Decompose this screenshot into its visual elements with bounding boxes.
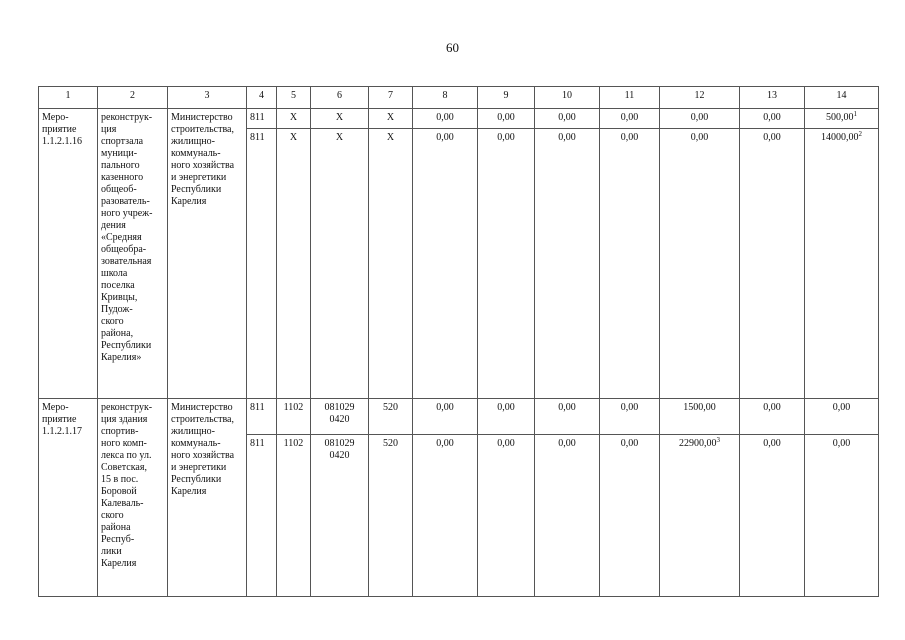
executor-cell: Министерство строительства, жилищно- коммуналь- ного хозяйства и энергетики Республики Карелия: [168, 109, 247, 399]
header-cell: 4: [247, 87, 277, 109]
value-cell: 0,00: [413, 399, 478, 435]
footnote-mark: 2: [858, 130, 862, 138]
value-cell: 0,00: [535, 109, 600, 129]
value-cell: 0,00: [740, 435, 805, 597]
value-cell: 0,00: [600, 129, 660, 399]
value-cell: 0,00: [740, 399, 805, 435]
type-cell: 520: [369, 435, 413, 597]
section-cell: Х: [277, 109, 311, 129]
header-cell: 13: [740, 87, 805, 109]
value-cell: 0,00: [478, 399, 535, 435]
section-cell: Х: [277, 129, 311, 399]
target-cell: 081029 0420: [311, 435, 369, 597]
header-cell: 2: [98, 87, 168, 109]
event-number-cell: Меро- приятие 1.1.2.1.17: [39, 399, 98, 597]
section-cell: 1102: [277, 435, 311, 597]
page-number: 60: [446, 40, 459, 55]
header-cell: 8: [413, 87, 478, 109]
target-cell: Х: [311, 129, 369, 399]
code-cell: 811: [247, 399, 277, 435]
value-cell: 0,00: [600, 435, 660, 597]
header-row: [39, 87, 879, 109]
target-cell: 081029 0420: [311, 399, 369, 435]
value-cell: 0,00: [535, 399, 600, 435]
section-cell: 1102: [277, 399, 311, 435]
event-name-cell: реконструк- ция спортзала муници- пального казенного общеоб- разователь- ного учреж- дения «Средняя общеобра- зовательная школа поселка Кривцы, Пудож- ского района, Республики Карелия»: [98, 109, 168, 399]
value-cell: 1500,00: [660, 399, 740, 435]
header-cell: 1: [39, 87, 98, 109]
value-cell: 0,00: [660, 129, 740, 399]
header-cell: 9: [478, 87, 535, 109]
value-cell: 0,00: [805, 399, 879, 435]
code-cell: 811: [247, 435, 277, 597]
footnote-mark: 3: [716, 436, 720, 444]
table-row: [39, 399, 879, 435]
value-cell: 500,00$^1$: [805, 109, 879, 129]
header-cell: 12: [660, 87, 740, 109]
value-cell: 14000,00$^2$: [805, 129, 879, 399]
header-cell: 10: [535, 87, 600, 109]
type-cell: 520: [369, 399, 413, 435]
value-cell: 22900,00$^3$: [660, 435, 740, 597]
value-cell: 0,00: [805, 435, 879, 597]
value-cell: 0,00: [740, 109, 805, 129]
header-cell: 14: [805, 87, 879, 109]
value-cell: 0,00: [478, 109, 535, 129]
value-cell: 0,00: [478, 435, 535, 597]
header-cell: 3: [168, 87, 247, 109]
value-cell: 0,00: [535, 435, 600, 597]
value-cell: 0,00: [740, 129, 805, 399]
header-cell: 11: [600, 87, 660, 109]
value-cell: 0,00: [478, 129, 535, 399]
value-cell: 0,00: [535, 129, 600, 399]
executor-cell: Министерство строительства, жилищно- коммуналь- ного хозяйства и энергетики Республики Карелия: [168, 399, 247, 597]
target-cell: Х: [311, 109, 369, 129]
value-cell: 0,00: [413, 435, 478, 597]
event-number-cell: Меро- приятие 1.1.2.1.16: [39, 109, 98, 399]
event-name-cell: реконструк- ция здания спортив- ного комп- лекса по ул. Советская, 15 в пос. Боровой Калеваль- ского района Респуб- лики Карелия: [98, 399, 168, 597]
header-cell: 5: [277, 87, 311, 109]
type-cell: Х: [369, 109, 413, 129]
value-cell: 0,00: [413, 129, 478, 399]
value-cell: 0,00: [413, 109, 478, 129]
code-cell: 811: [247, 129, 277, 399]
value-cell: 0,00: [660, 109, 740, 129]
budget-table: [38, 86, 879, 597]
footnote-mark: 1: [853, 110, 857, 118]
header-cell: 6: [311, 87, 369, 109]
header-cell: 7: [369, 87, 413, 109]
value-cell: 0,00: [600, 399, 660, 435]
code-cell: 811: [247, 109, 277, 129]
table-row: [39, 109, 879, 129]
value-cell: 0,00: [600, 109, 660, 129]
type-cell: Х: [369, 129, 413, 399]
